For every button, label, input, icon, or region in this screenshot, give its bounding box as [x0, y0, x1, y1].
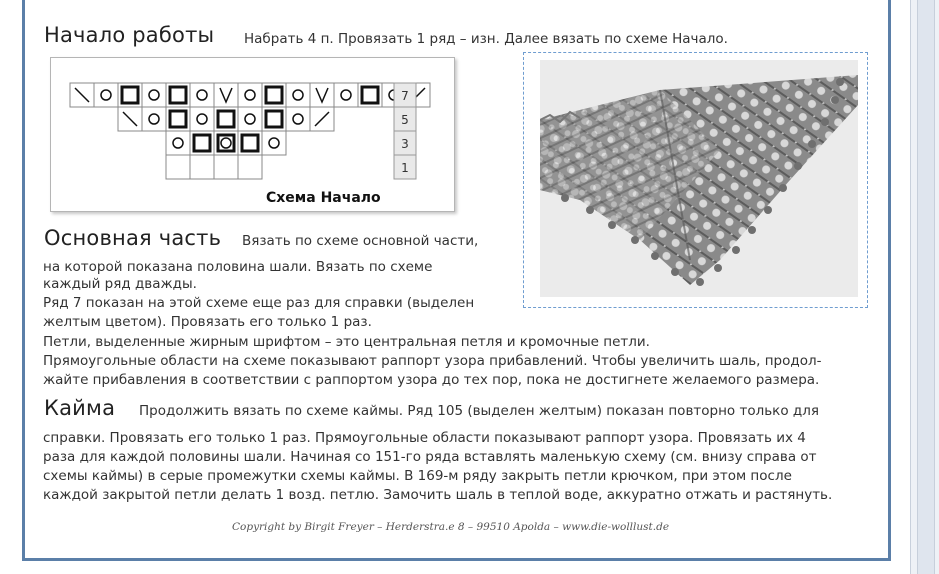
- row-number-3: 3: [401, 137, 409, 151]
- main-line-3: каждый ряд дважды.: [43, 276, 197, 292]
- row-number-column: [394, 83, 416, 179]
- chart-row-1: [166, 155, 262, 179]
- row-number-5: 5: [401, 113, 409, 127]
- scrollbar[interactable]: [910, 0, 939, 574]
- main-line-4: Ряд 7 показан на этой схеме еще раз для справки (выделен: [43, 295, 475, 311]
- row-number-1: 1: [401, 161, 409, 175]
- chart-caption: Схема Начало: [266, 190, 381, 206]
- section-title-main: Основная часть: [44, 226, 222, 250]
- shawl-photo: [540, 60, 858, 297]
- main-line-6: Петли, выделенные жирным шрифтом – это центральная петля и кромочные петли.: [43, 334, 650, 350]
- chart-row-7: [70, 83, 430, 107]
- copyright: Copyright by Birgit Freyer – Herderstra.e 8 – 99510 Apolda – www.die-wolllust.de: [232, 521, 670, 533]
- main-line-2: на которой показана половина шали. Вязать по схеме: [43, 259, 433, 275]
- border-line-2: справки. Провязать его только 1 раз. Прямоугольные области показывают раппорт узора. Провязать их 4: [43, 430, 806, 446]
- scrollbar-thumb[interactable]: [917, 0, 935, 574]
- start-chart-grid: [51, 58, 454, 211]
- start-chart: [50, 57, 455, 212]
- border-line-1: Продолжить вязать по схеме каймы. Ряд 105 (выделен желтым) показан повторно только для: [139, 403, 819, 419]
- main-line-7: Прямоугольные области на схеме показывают раппорт узора прибавлений. Чтобы увеличить шаль, продол-: [43, 353, 822, 369]
- chart-row-3: [166, 131, 286, 155]
- start-instructions: Набрать 4 п. Провязать 1 ряд – изн. Далее вязать по схеме Начало.: [244, 31, 728, 47]
- main-line-1: Вязать по схеме основной части,: [242, 233, 479, 249]
- chart-row-5: [118, 107, 334, 131]
- row-number-7: 7: [401, 89, 409, 103]
- shawl-illustration: [540, 60, 858, 297]
- section-title-border: Кайма: [44, 396, 116, 420]
- border-line-4: схемы каймы) в серые промежутки схемы каймы. В 169-м ряду закрыть петли крючком, при этом после: [43, 468, 792, 484]
- section-title-start: Начало работы: [44, 23, 215, 47]
- main-line-8: жайте прибавления в соответствии с раппортом узора до тех пор, пока не достигнете желаемого размера.: [43, 372, 820, 388]
- border-line-3: раза для каждой половины шали. Начиная со 151-го ряда вставлять маленькую схему (см. внизу справа от: [43, 449, 817, 465]
- main-line-5: желтым цветом). Провязать его только 1 раз.: [43, 314, 372, 330]
- border-line-5: каждой закрытой петли делать 1 возд. петлю. Замочить шаль в теплой воде, аккуратно отжать и растянуть.: [43, 487, 833, 503]
